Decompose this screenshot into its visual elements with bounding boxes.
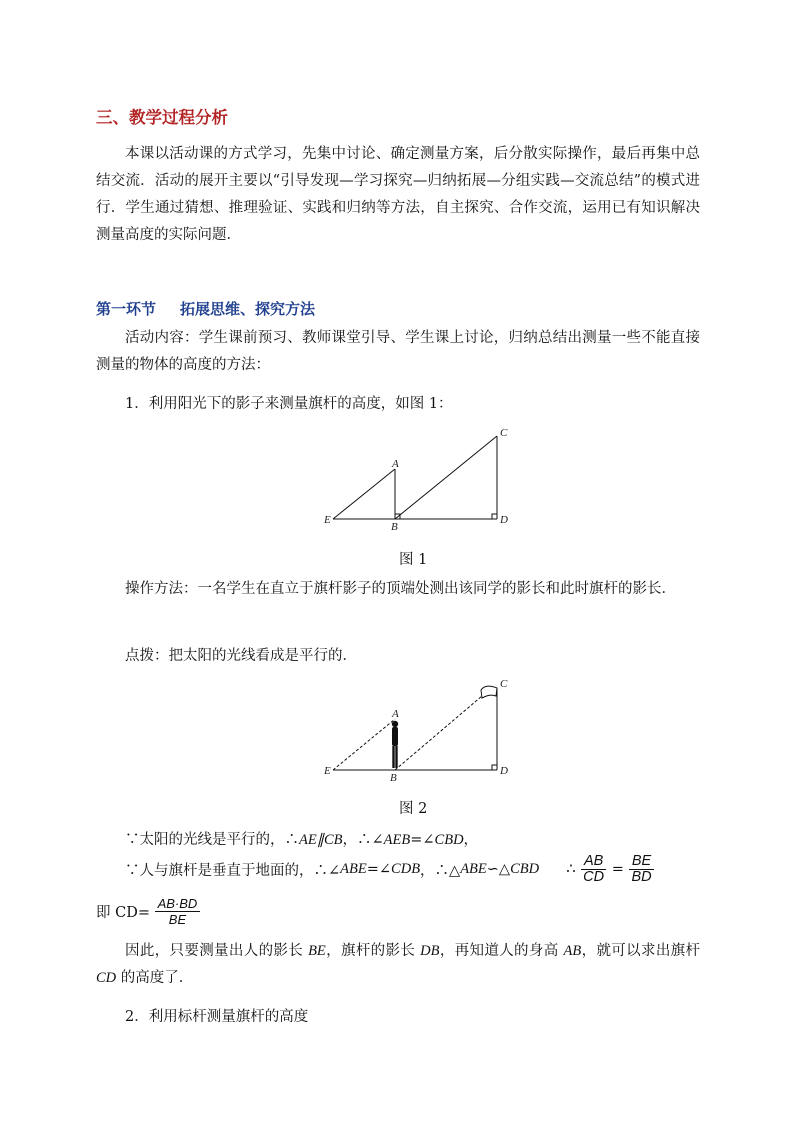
fraction-ab-cd-numerator: AB xyxy=(581,854,606,870)
proof1-text: ∵太阳的光线是平行的，∴ xyxy=(125,832,299,848)
fig2-label-c: C xyxy=(500,678,508,690)
conclusion-p3: ，再知道人的身高 xyxy=(439,943,564,959)
figure-1-caption: 图 1 xyxy=(399,552,428,568)
conclusion-be: BE xyxy=(308,943,326,959)
fraction-cd-numerator: AB·BD xyxy=(155,896,201,912)
proof2-eq1: =∠ xyxy=(366,861,392,878)
fig1-label-d: D xyxy=(500,514,508,526)
activity-paragraph: 活动内容：学生课前预习、教师课堂引导、学生课上讨论，归纳总结出测量一些不能直接测量的物体的高度的方法： xyxy=(96,330,700,373)
fig1-right-angle-d xyxy=(492,514,497,519)
proof-line-2 xyxy=(125,854,655,885)
subsection-heading xyxy=(96,298,315,319)
hint-text: 点拨：把太阳的光线看成是平行的． xyxy=(125,648,357,664)
proof2-mid: ，∴△ xyxy=(420,863,461,879)
fig1-ray-ea xyxy=(333,469,395,519)
person-silhouette-icon xyxy=(392,721,398,768)
fig2-ray-ea-dashed xyxy=(333,719,395,770)
proof1-rel1: AE∥CB xyxy=(299,832,343,848)
conclusion-cd: CD xyxy=(96,970,117,986)
fraction-cd-result xyxy=(155,896,201,927)
fig1-label-a: A xyxy=(392,458,399,470)
fig2-label-e: E xyxy=(324,765,331,777)
proof3-prefix: 即 CD= xyxy=(96,905,150,921)
fig2-label-d: D xyxy=(500,765,508,777)
intro-paragraph: 本课以活动课的方式学习，先集中讨论、确定测量方案，后分散实际操作，最后再集中总结交流．活动的展开主要以“引导发现—学习探究—归纳拓展—分组实践—交流总结”的模式进行．学生通过猜想、推理验证、实践和归纳等方法，自主探究、合作交流，运用已有知识解决测量高度的实际问题． xyxy=(96,146,700,243)
item-2: 2．利用标杆测量旗杆的高度 xyxy=(125,1009,309,1025)
fig2-label-b: B xyxy=(390,772,397,784)
proof1-rel2: AEB xyxy=(383,832,411,848)
flag-icon xyxy=(481,686,497,698)
conclusion-db: DB xyxy=(420,943,440,959)
fig2-label-a: A xyxy=(392,708,399,720)
conclusion-paragraph xyxy=(96,938,700,992)
proof2-t2: CBD xyxy=(510,861,540,877)
proof-line-3 xyxy=(96,896,200,927)
fraction-ab-cd-denominator: CD xyxy=(583,869,605,885)
fraction-be-bd-numerator: BE xyxy=(629,854,654,870)
section-heading: 三、教学过程分析 xyxy=(96,108,228,127)
fig1-label-b: B xyxy=(391,521,398,533)
proof1-eq: =∠ xyxy=(410,832,435,848)
proof2-therefore: ∴ xyxy=(566,861,576,878)
fig1-ray-bc xyxy=(395,436,497,519)
method-paragraph: 操作方法：一名学生在直立于旗杆影子的顶端处测出该同学的影长和此时旗杆的影长． xyxy=(125,581,676,597)
subsection-subtitle: 拓展思维、探究方法 xyxy=(180,300,316,318)
conclusion-p2: ，旗杆的影长 xyxy=(325,943,421,959)
fig1-label-e: E xyxy=(324,514,331,526)
figure-1-diagram xyxy=(320,424,520,534)
fig1-label-c: C xyxy=(500,427,508,439)
proof2-equals: = xyxy=(611,861,624,878)
fraction-be-bd-denominator: BD xyxy=(631,869,652,885)
conclusion-p5: 的高度了． xyxy=(116,970,194,986)
fraction-cd-denominator: BE xyxy=(168,912,187,927)
item-1: 1．利用阳光下的影子来测量旗杆的高度，如图 1： xyxy=(125,396,453,412)
proof2-a2: CDB xyxy=(391,861,421,877)
figure-2-caption: 图 2 xyxy=(399,801,428,817)
conclusion-p1: 因此，只要测量出人的影长 xyxy=(125,943,309,959)
proof2-a1: ABE xyxy=(340,861,367,877)
fraction-be-bd xyxy=(628,854,654,885)
subsection-title: 第一环节 xyxy=(96,300,157,318)
figure-2-diagram xyxy=(320,674,520,786)
fig2-right-angle-d xyxy=(492,765,497,770)
proof1-end: ， xyxy=(463,832,479,848)
conclusion-ab: AB xyxy=(563,943,582,959)
fraction-ab-cd xyxy=(580,854,607,885)
proof2-t1: ABE xyxy=(460,861,487,877)
proof2-text: ∵人与旗杆是垂直于地面的，∴∠ xyxy=(125,863,341,879)
proof-line-1 xyxy=(125,828,478,849)
fig2-ray-bc-dashed xyxy=(395,696,482,770)
proof1-rel3: CBD xyxy=(434,832,464,848)
proof2-sim: ∽△ xyxy=(486,861,511,878)
proof1-sep: ，∴∠ xyxy=(342,832,384,848)
conclusion-p4: ，就可以求出旗杆 xyxy=(581,943,701,959)
